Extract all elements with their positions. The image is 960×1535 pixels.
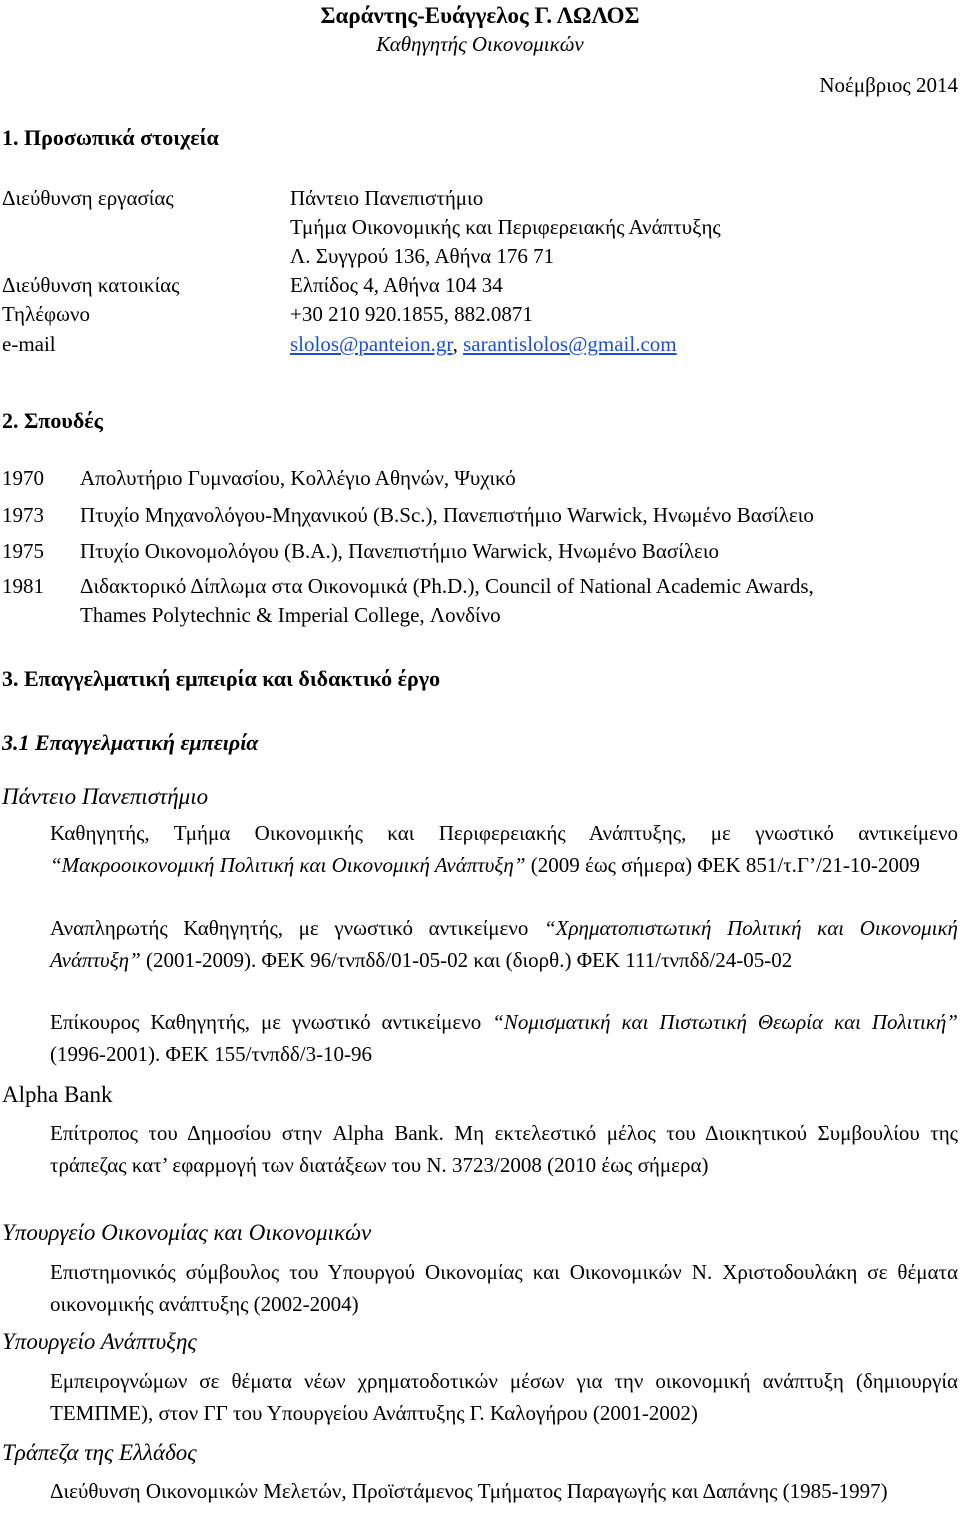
ministry-development-entry: Εμπειρογνώμων σε θέματα νέων χρηματοδοτικών μέσων για την οικονομική ανάπτυξη (δημιουργία ΤΕΜΠΜΕ), στον ΓΓ του Υπουργείου Ανάπτυξης Γ. Καλογήρου (2001-2002): [50, 1369, 958, 1425]
email-link-panteion[interactable]: slolos@panteion.gr: [290, 332, 453, 356]
work-address-line: Τμήμα Οικονομικής και Περιφερειακής Ανάπτυξης: [290, 215, 721, 239]
study-year: 1981: [2, 574, 44, 598]
work-address-line: Λ. Συγγρού 136, Αθήνα 176 71: [290, 244, 555, 268]
study-text: Πτυχίο Οικονομολόγου (B.A.), Πανεπιστήμιο Warwick, Ηνωμένο Βασίλειο: [80, 539, 720, 563]
panteion-associate-entry: Αναπληρωτής Καθηγητής, με γνωστικό αντικείμενο “Χρηματοπιστωτική Πολιτική και Οικονομική Ανάπτυξη” (2001-2009). ΦΕΚ 96/τνπδδ/01-05-02 και (διορθ.) ΦΕΚ 111/τνπδδ/24-05-02: [50, 916, 958, 972]
phone-label: Τηλέφωνο: [2, 302, 90, 326]
home-address-label: Διεύθυνση κατοικίας: [2, 273, 180, 297]
bank-of-greece-entry: Διεύθυνση Οικονομικών Μελετών, Προϊστάμενος Τμήματος Παραγωγής και Δαπάνης (1985-1997): [50, 1479, 888, 1503]
panteion-assistant-entry: Επίκουρος Καθηγητής, με γνωστικό αντικείμενο “Νομισματική και Πιστωτική Θεωρία και Πολιτική” (1996-2001). ΦΕΚ 155/τνπδδ/3-10-96: [50, 1010, 958, 1066]
section-heading-experience: 3. Επαγγελματική εμπειρία και διδακτικό έργο: [2, 666, 441, 691]
email-link-gmail[interactable]: sarantislolos@gmail.com: [463, 332, 677, 356]
work-address-line: Πάντειο Πανεπιστήμιο: [290, 186, 484, 210]
study-year: 1973: [2, 503, 44, 527]
study-year: 1970: [2, 466, 44, 490]
work-address-label: Διεύθυνση εργασίας: [2, 186, 174, 210]
ministry-finance-entry: Επιστημονικός σύμβουλος του Υπουργού Οικονομίας και Οικονομικών Ν. Χριστοδουλάκη σε θέματα οικονομικής ανάπτυξης (2002-2004): [50, 1260, 958, 1316]
study-text: Απολυτήριο Γυμνασίου, Κολλέγιο Αθηνών, Ψυχικό: [80, 466, 516, 490]
study-text: Πτυχίο Μηχανολόγου-Μηχανικού (B.Sc.), Πανεπιστήμιο Warwick, Ηνωμένο Βασίλειο: [80, 503, 814, 527]
org-heading-bank-of-greece: Τράπεζα της Ελλάδος: [2, 1440, 197, 1465]
subsection-heading-experience: [2, 729, 258, 757]
email-label: e-mail: [2, 332, 56, 356]
subsection-heading-text: 3.1 Επαγγελματική εμπειρία: [2, 730, 259, 755]
home-address-value: Ελπίδος 4, Αθήνα 104 34: [290, 273, 503, 297]
phone-value: +30 210 920.1855, 882.0871: [290, 302, 533, 326]
org-heading-ministry-finance: Υπουργείο Οικονομίας και Οικονομικών: [2, 1220, 372, 1245]
org-heading-panteion: Πάντειο Πανεπιστήμιο: [2, 784, 209, 809]
section-heading-personal: 1. Προσωπικά στοιχεία: [2, 125, 219, 150]
document-date: Νοέμβριος 2014: [819, 73, 958, 97]
study-text: Διδακτορικό Δίπλωμα στα Οικονομικά (Ph.D.), Council of National Academic Awards,: [80, 574, 814, 598]
org-heading-ministry-development: Υπουργείο Ανάπτυξης: [2, 1329, 197, 1354]
section-heading-studies: 2. Σπουδές: [2, 408, 103, 433]
panteion-professor-entry: Καθηγητής, Τμήμα Οικονομικής και Περιφερειακής Ανάπτυξης, με γνωστικό αντικείμενο “Μακροοικονομική Πολιτική και Οικονομική Ανάπτυξη” (2009 έως σήμερα) ΦΕΚ 851/τ.Γ’/21-10-2009: [50, 821, 958, 877]
alpha-bank-entry: Επίτροπος του Δημοσίου στην Alpha Bank. Μη εκτελεστικό μέλος του Διοικητικού Συμβουλίου της τράπεζας κατ’ εφαρμογή των διατάξεων του Ν. 3723/2008 (2010 έως σήμερα): [50, 1121, 958, 1177]
org-heading-alpha-bank: Alpha Bank: [2, 1082, 113, 1107]
email-separator: ,: [452, 332, 464, 356]
study-year: 1975: [2, 539, 44, 563]
email-values: [290, 331, 677, 357]
cv-title: Καθηγητής Οικονομικών: [376, 32, 584, 56]
study-text-continued: Thames Polytechnic & Imperial College, Λονδίνο: [80, 603, 501, 627]
cv-name: Σαράντης-Ευάγγελος Γ. ΛΩΛΟΣ: [320, 3, 640, 28]
